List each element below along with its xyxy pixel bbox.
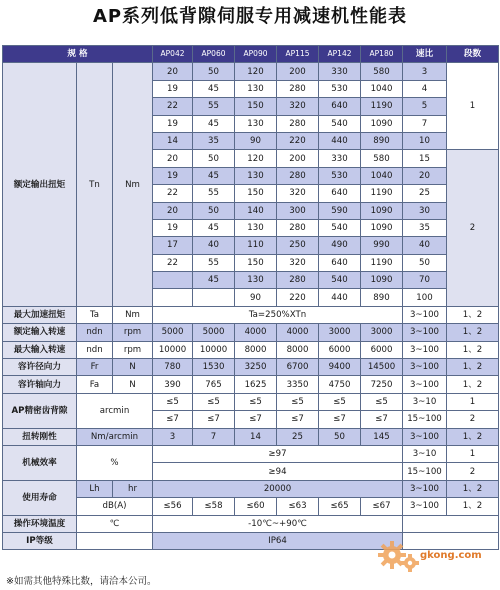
- value-cell: 220: [277, 132, 319, 149]
- stage-cell: 2: [447, 463, 499, 480]
- ratio-cell: 10: [403, 132, 447, 149]
- ratio-cell: 3~100: [403, 306, 447, 323]
- value-cell: ≤56: [153, 498, 193, 515]
- value-cell: 130: [235, 272, 277, 289]
- stage-cell: 2: [447, 150, 499, 307]
- value-cell: 7250: [361, 376, 403, 393]
- value-cell: 320: [277, 98, 319, 115]
- stage-cell: 1、2: [447, 306, 499, 323]
- empty-cell: [403, 515, 499, 532]
- ratio-cell: 3~100: [403, 324, 447, 341]
- row-label: 额定输出扭矩: [3, 63, 77, 306]
- value-cell: 3000: [319, 324, 361, 341]
- value-cell: 120: [235, 63, 277, 80]
- value-cell: 14500: [361, 359, 403, 376]
- stage-cell: 1: [447, 445, 499, 462]
- footnote: ※如需其他特殊比数，请洽本公司。: [6, 576, 157, 587]
- value-cell: 150: [235, 98, 277, 115]
- value-cell: 20: [153, 202, 193, 219]
- value-cell: 50: [193, 63, 235, 80]
- value-cell: 3000: [361, 324, 403, 341]
- ratio-cell: 20: [403, 167, 447, 184]
- value-cell: 6000: [319, 341, 361, 358]
- stage-cell: 1、2: [447, 498, 499, 515]
- ratio-cell: 3~100: [403, 498, 447, 515]
- value-cell: 540: [319, 272, 361, 289]
- table-row: [3, 393, 499, 410]
- ratio-cell: 100: [403, 289, 447, 306]
- unit-cell: hr: [113, 480, 153, 497]
- ratio-cell: 30: [403, 202, 447, 219]
- value-cell: 19: [153, 80, 193, 97]
- row-label: IP等级: [3, 532, 77, 549]
- value-cell: IP64: [153, 532, 403, 549]
- value-cell: 540: [319, 115, 361, 132]
- header-stage: 段数: [447, 46, 499, 63]
- symbol-cell: Ta: [77, 306, 113, 323]
- stage-cell: 1、2: [447, 341, 499, 358]
- value-cell: ≤7: [193, 411, 235, 428]
- value-cell: 3: [153, 428, 193, 445]
- ratio-cell: 3~100: [403, 480, 447, 497]
- value-cell: 1090: [361, 202, 403, 219]
- value-cell: 330: [319, 150, 361, 167]
- value-cell: 45: [193, 272, 235, 289]
- symbol-cell: Tn: [77, 63, 113, 306]
- ratio-cell: 15~100: [403, 463, 447, 480]
- value-cell: 780: [153, 359, 193, 376]
- value-cell: 1040: [361, 80, 403, 97]
- unit-cell: %: [77, 445, 153, 480]
- stage-cell: 1: [447, 393, 499, 410]
- value-cell: ≤5: [235, 393, 277, 410]
- value-cell: 990: [361, 237, 403, 254]
- value-cell: 20: [153, 63, 193, 80]
- value-cell: 490: [319, 237, 361, 254]
- unit-cell: rpm: [113, 324, 153, 341]
- value-cell: ≤7: [153, 411, 193, 428]
- table-row: [3, 306, 499, 323]
- stage-cell: 1、2: [447, 359, 499, 376]
- stage-cell: 1、2: [447, 324, 499, 341]
- empty-cell: [77, 532, 153, 549]
- value-cell: 55: [193, 98, 235, 115]
- value-cell: 890: [361, 132, 403, 149]
- value-cell: 140: [235, 202, 277, 219]
- value-cell: 280: [277, 115, 319, 132]
- table-row: [3, 63, 499, 80]
- value-cell: -10℃~+90℃: [153, 515, 403, 532]
- value-cell: 280: [277, 272, 319, 289]
- value-cell: 50: [319, 428, 361, 445]
- value-cell: ≤7: [277, 411, 319, 428]
- value-cell: 130: [235, 167, 277, 184]
- table-row: [3, 445, 499, 462]
- value-cell: 14: [235, 428, 277, 445]
- value-cell: 220: [277, 289, 319, 306]
- value-cell: 90: [235, 132, 277, 149]
- ratio-cell: 35: [403, 219, 447, 236]
- value-cell: 10000: [153, 341, 193, 358]
- value-cell: 765: [193, 376, 235, 393]
- row-label: 操作环境温度: [3, 515, 77, 532]
- ratio-cell: 3~10: [403, 445, 447, 462]
- value-cell: 150: [235, 185, 277, 202]
- value-cell: 22: [153, 185, 193, 202]
- table-row: [3, 376, 499, 393]
- ratio-cell: 3~100: [403, 428, 447, 445]
- value-cell: 19: [153, 167, 193, 184]
- value-cell: 130: [235, 219, 277, 236]
- value-cell: 320: [277, 185, 319, 202]
- value-cell: 8000: [235, 341, 277, 358]
- value-cell: 530: [319, 167, 361, 184]
- value-cell: 6700: [277, 359, 319, 376]
- unit-cell: N: [113, 376, 153, 393]
- value-cell: 440: [319, 289, 361, 306]
- value-cell: [153, 272, 193, 289]
- table-row: [3, 515, 499, 532]
- value-cell: ≤5: [193, 393, 235, 410]
- value-cell: 1090: [361, 219, 403, 236]
- table-row: [3, 359, 499, 376]
- stage-cell: 1、2: [447, 480, 499, 497]
- value-cell: Ta=250%XTn: [153, 306, 403, 323]
- value-cell: 580: [361, 150, 403, 167]
- row-label: 额定输入转速: [3, 324, 77, 341]
- value-cell: 1190: [361, 254, 403, 271]
- value-cell: 22: [153, 254, 193, 271]
- ratio-cell: 50: [403, 254, 447, 271]
- value-cell: 45: [193, 167, 235, 184]
- value-cell: ≥94: [153, 463, 403, 480]
- value-cell: 330: [319, 63, 361, 80]
- value-cell: 55: [193, 185, 235, 202]
- ratio-cell: 40: [403, 237, 447, 254]
- value-cell: 25: [277, 428, 319, 445]
- row-label: 机械效率: [3, 445, 77, 480]
- header-model: AP142: [319, 46, 361, 63]
- value-cell: 150: [235, 254, 277, 271]
- ratio-cell: 15: [403, 150, 447, 167]
- value-cell: 9400: [319, 359, 361, 376]
- value-cell: ≥97: [153, 445, 403, 462]
- ratio-cell: 3~10: [403, 393, 447, 410]
- value-cell: 540: [319, 219, 361, 236]
- value-cell: 1090: [361, 115, 403, 132]
- value-cell: 4000: [235, 324, 277, 341]
- value-cell: ≤5: [277, 393, 319, 410]
- table-row: [3, 324, 499, 341]
- value-cell: 530: [319, 80, 361, 97]
- row-label: 扭转刚性: [3, 428, 77, 445]
- value-cell: 35: [193, 132, 235, 149]
- ratio-cell: 3: [403, 63, 447, 80]
- header-model: AP090: [235, 46, 277, 63]
- row-label: 最大加速扭矩: [3, 306, 77, 323]
- value-cell: 22: [153, 98, 193, 115]
- unit-cell: Nm/arcmin: [77, 428, 153, 445]
- header-ratio: 速比: [403, 46, 447, 63]
- value-cell: 890: [361, 289, 403, 306]
- value-cell: 5000: [153, 324, 193, 341]
- row-label: AP精密齿背隙: [3, 393, 77, 428]
- value-cell: 250: [277, 237, 319, 254]
- value-cell: 130: [235, 80, 277, 97]
- value-cell: 640: [319, 185, 361, 202]
- unit-cell: dB(A): [77, 498, 153, 515]
- value-cell: 45: [193, 219, 235, 236]
- ratio-cell: 3~100: [403, 359, 447, 376]
- unit-cell: rpm: [113, 341, 153, 358]
- symbol-cell: ndn: [77, 324, 113, 341]
- value-cell: 19: [153, 219, 193, 236]
- ratio-cell: 70: [403, 272, 447, 289]
- unit-cell: N: [113, 359, 153, 376]
- value-cell: 280: [277, 219, 319, 236]
- value-cell: 40: [193, 237, 235, 254]
- value-cell: 45: [193, 80, 235, 97]
- value-cell: 320: [277, 254, 319, 271]
- value-cell: 390: [153, 376, 193, 393]
- value-cell: 50: [193, 202, 235, 219]
- stage-cell: 1、2: [447, 428, 499, 445]
- table-row: [3, 498, 499, 515]
- value-cell: 1040: [361, 167, 403, 184]
- value-cell: ≤60: [235, 498, 277, 515]
- value-cell: ≤7: [235, 411, 277, 428]
- value-cell: ≤58: [193, 498, 235, 515]
- header-model: AP060: [193, 46, 235, 63]
- value-cell: 1190: [361, 185, 403, 202]
- value-cell: 20000: [153, 480, 403, 497]
- value-cell: 20: [153, 150, 193, 167]
- unit-cell: ℃: [77, 515, 153, 532]
- spec-table: [2, 45, 499, 550]
- value-cell: 280: [277, 80, 319, 97]
- value-cell: 1625: [235, 376, 277, 393]
- value-cell: 1090: [361, 272, 403, 289]
- stage-cell: 2: [447, 411, 499, 428]
- value-cell: 590: [319, 202, 361, 219]
- value-cell: 145: [361, 428, 403, 445]
- ratio-cell: 3~100: [403, 376, 447, 393]
- ratio-cell: 15~100: [403, 411, 447, 428]
- symbol-cell: Fr: [77, 359, 113, 376]
- unit-cell: arcmin: [77, 393, 153, 428]
- value-cell: 4750: [319, 376, 361, 393]
- value-cell: 4000: [277, 324, 319, 341]
- table-row: [3, 480, 499, 497]
- value-cell: 300: [277, 202, 319, 219]
- row-label: 使用寿命: [3, 480, 77, 515]
- header-spec: 规 格: [3, 46, 153, 63]
- stage-cell: 1、2: [447, 376, 499, 393]
- ratio-cell: 25: [403, 185, 447, 202]
- value-cell: 14: [153, 132, 193, 149]
- value-cell: ≤5: [319, 393, 361, 410]
- value-cell: 3350: [277, 376, 319, 393]
- unit-cell: Nm: [113, 63, 153, 306]
- symbol-cell: Lh: [77, 480, 113, 497]
- value-cell: 640: [319, 98, 361, 115]
- value-cell: 5000: [193, 324, 235, 341]
- value-cell: 110: [235, 237, 277, 254]
- page-title: AP系列低背隙伺服专用减速机性能表: [92, 6, 408, 27]
- value-cell: [153, 289, 193, 306]
- value-cell: ≤7: [319, 411, 361, 428]
- value-cell: 640: [319, 254, 361, 271]
- value-cell: 120: [235, 150, 277, 167]
- value-cell: ≤7: [361, 411, 403, 428]
- row-label: 最大输入转速: [3, 341, 77, 358]
- table-row: [3, 341, 499, 358]
- value-cell: 45: [193, 115, 235, 132]
- watermark-text: gkong.com: [420, 550, 482, 561]
- value-cell: 55: [193, 254, 235, 271]
- header-model: AP180: [361, 46, 403, 63]
- header-model: AP042: [153, 46, 193, 63]
- symbol-cell: Fa: [77, 376, 113, 393]
- header-model: AP115: [277, 46, 319, 63]
- ratio-cell: 5: [403, 98, 447, 115]
- value-cell: 19: [153, 115, 193, 132]
- value-cell: ≤67: [361, 498, 403, 515]
- value-cell: 3250: [235, 359, 277, 376]
- ratio-cell: 7: [403, 115, 447, 132]
- header-row: [3, 46, 499, 63]
- unit-cell: Nm: [113, 306, 153, 323]
- value-cell: 200: [277, 150, 319, 167]
- value-cell: 440: [319, 132, 361, 149]
- ratio-cell: 4: [403, 80, 447, 97]
- value-cell: 580: [361, 63, 403, 80]
- ratio-cell: 3~100: [403, 341, 447, 358]
- value-cell: ≤5: [361, 393, 403, 410]
- value-cell: 200: [277, 63, 319, 80]
- value-cell: 17: [153, 237, 193, 254]
- value-cell: 10000: [193, 341, 235, 358]
- value-cell: 8000: [277, 341, 319, 358]
- value-cell: [193, 289, 235, 306]
- value-cell: 6000: [361, 341, 403, 358]
- value-cell: 50: [193, 150, 235, 167]
- stage-cell: 1: [447, 63, 499, 150]
- value-cell: ≤65: [319, 498, 361, 515]
- value-cell: 1190: [361, 98, 403, 115]
- value-cell: 1530: [193, 359, 235, 376]
- value-cell: 280: [277, 167, 319, 184]
- value-cell: 7: [193, 428, 235, 445]
- value-cell: ≤5: [153, 393, 193, 410]
- row-label: 容许轴向力: [3, 376, 77, 393]
- value-cell: ≤63: [277, 498, 319, 515]
- symbol-cell: ndn: [77, 341, 113, 358]
- table-row: [3, 428, 499, 445]
- value-cell: 90: [235, 289, 277, 306]
- row-label: 容许径向力: [3, 359, 77, 376]
- value-cell: 130: [235, 115, 277, 132]
